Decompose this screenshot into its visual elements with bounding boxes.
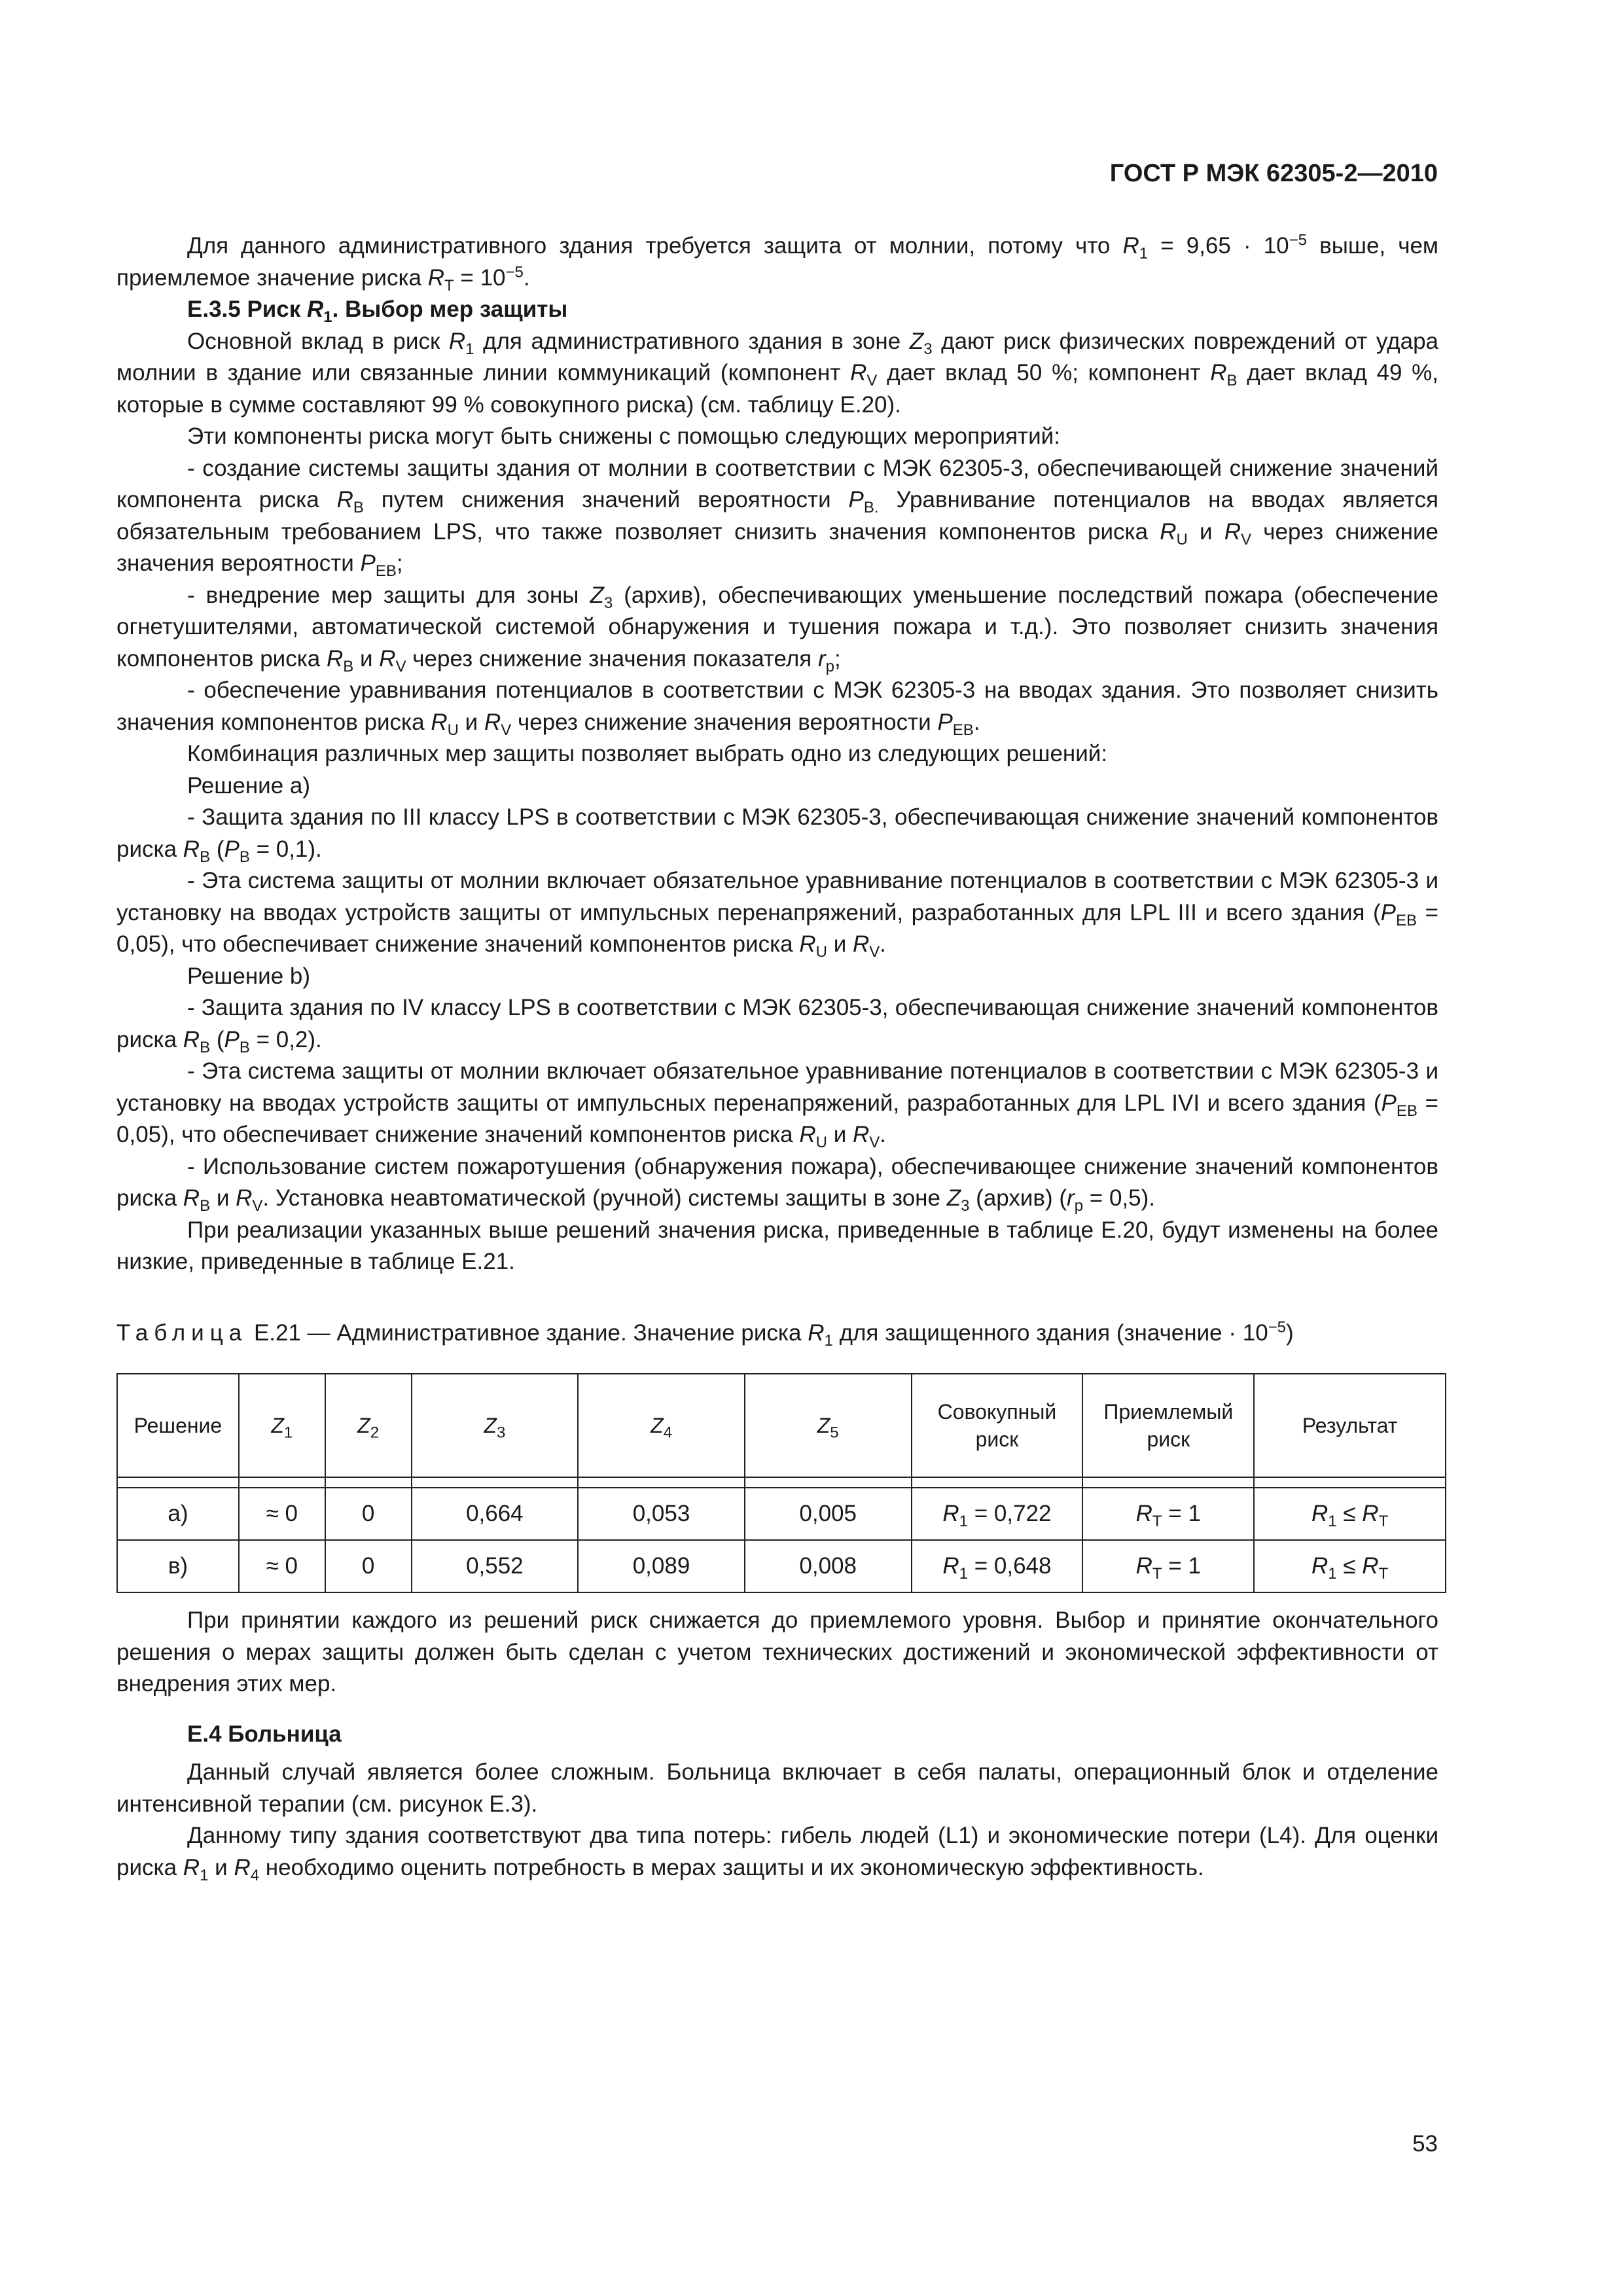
header-z5: $Z_5$ (745, 1374, 912, 1477)
solution-b-heading: Решение b) (187, 963, 311, 989)
paragraph: При реализации указанных выше решений значения риска, приведенные в таблице E.20, будут изменены на более низкие, приведенные в таблице E.21. (116, 1217, 1438, 1274)
section-e35-title: E.3.5 Риск $R_1$. Выбор мер защиты (187, 296, 568, 326)
header-z3: $Z_3$ (412, 1374, 579, 1477)
document-id-header: ГОСТ Р МЭК 62305-2—2010 (1109, 160, 1438, 187)
cell-z3: 0,552 (412, 1540, 579, 1592)
header-z4: $Z_4$ (578, 1374, 745, 1477)
cell-result: $R_1 \le R_T$ (1254, 1488, 1446, 1540)
paragraph: Основной вклад в риск $R_1$ для административного здания в зоне $Z_3$ дают риск физических повреждений от удара молнии в здание или связанные линии коммуникаций (компонент $R_V$ дает вклад 50 %; компонент $R_B$ дает вклад 49 %, которые в сумме составляют 99 % совокупного риска) (см. таблицу E.20). (116, 328, 1439, 418)
cell-z2: 0 (325, 1488, 412, 1540)
risk-table (116, 1373, 1446, 1593)
paragraph: Данному типу здания соответствуют два типа потерь: гибель людей (L1) и экономические потери (L4). Для оценки риска $R_1$ и $R_4$ необходимо оценить потребность в мерах защиты и их экономическую эффективность. (116, 1823, 1438, 1884)
paragraph: При принятии каждого из решений риск снижается до приемлемого уровня. Выбор и принятие окончательного решения о мерах защиты должен быть сделан с учетом технических достижений и экономической эффективности от внедрения этих мер. (116, 1607, 1438, 1696)
header-z2: $Z_2$ (325, 1374, 412, 1477)
cell-z5: 0,005 (745, 1488, 912, 1540)
cell-z4: 0,053 (578, 1488, 745, 1540)
list-item: - Эта система защиты от молнии включает обязательное уравнивание потенциалов в соответствии с МЭК 62305-3 и установку на вводах устройств защиты от импульсных перенапряжений, разработанных для LPL III и всего здания $(P_{EB} = 0,05)$, что обеспечивает снижение значений компонентов риска $R_U$ и $R_V$. (116, 868, 1438, 961)
paragraph: Данный случай является более сложным. Больница включает в себя палаты, операционный блок и отделение интенсивной терапии (см. рисунок E.3). (116, 1759, 1438, 1817)
header-total-risk: Совокупный риск (912, 1374, 1083, 1477)
header-solution: Решение (117, 1374, 239, 1477)
header-result: Результат (1254, 1374, 1446, 1477)
cell-total-risk: $R_1 = 0,648$ (912, 1540, 1083, 1592)
post-table-text (116, 1605, 1438, 1884)
table-caption: Таблица E.21 — Административное здание. Значение риска $R_1$ для защищенного здания (значение · $10^{-5}$) (116, 1318, 1294, 1350)
list-item: - Эта система защиты от молнии включает обязательное уравнивание потенциалов в соответствии с МЭК 62305-3 и установку на вводах устройств защиты от импульсных перенапряжений, разработанных для LPL IVI и всего здания $(P_{EB} = 0,05)$, что обеспечивает снижение значений компонентов риска $R_U$ и $R_V$. (116, 1058, 1438, 1151)
cell-acceptable-risk: $R_T = 1$ (1082, 1488, 1254, 1540)
list-item: - Защита здания по III классу LPS в соответствии с МЭК 62305-3, обеспечивающая снижение значений компонентов риска $R_B$ $(P_B = 0,1)$. (116, 804, 1438, 866)
cell-result: $R_1 \le R_T$ (1254, 1540, 1446, 1592)
list-item: - Защита здания по IV классу LPS в соответствии с МЭК 62305-3, обеспечивающая снижение значений компонентов риска $R_B$ $(P_B = 0,2)$. (116, 995, 1438, 1056)
cell-z1: ≈ 0 (239, 1540, 325, 1592)
table-spacer-row (117, 1477, 1446, 1488)
cell-z4: 0,089 (578, 1540, 745, 1592)
cell-solution: а) (117, 1488, 239, 1540)
cell-z2: 0 (325, 1540, 412, 1592)
list-item: - обеспечение уравнивания потенциалов в соответствии с МЭК 62305-3 на вводах здания. Это позволяет снизить значения компонентов риска $R_U$ и $R_V$ через снижение значения вероятности $P_{EB}$. (116, 677, 1438, 739)
main-text (116, 230, 1438, 1278)
table-header-row (117, 1374, 1446, 1477)
cell-solution: в) (117, 1540, 239, 1592)
table-row (117, 1540, 1446, 1592)
cell-total-risk: $R_1 = 0,722$ (912, 1488, 1083, 1540)
header-z1: $Z_1$ (239, 1374, 325, 1477)
paragraph: Эти компоненты риска могут быть снижены с помощью следующих мероприятий: (187, 423, 1060, 449)
intro-paragraph: Для данного административного здания требуется защита от молнии, потому что $R_1 = 9,65 \cdot 10^{-5}$ выше, чем приемлемое значение риска $R_T = 10^{-5}$. (116, 231, 1438, 295)
cell-acceptable-risk: $R_T = 1$ (1082, 1540, 1254, 1592)
solution-a-heading: Решение а) (187, 772, 311, 798)
cell-z3: 0,664 (412, 1488, 579, 1540)
section-e4-title: E.4 Больница (187, 1721, 342, 1747)
cell-z5: 0,008 (745, 1540, 912, 1592)
paragraph: Комбинация различных мер защиты позволяет выбрать одно из следующих решений: (187, 741, 1108, 766)
list-item: - создание системы защиты здания от молнии в соответствии с МЭК 62305-3, обеспечивающей снижение значений компонента риска $R_B$ путем снижения значений вероятности $P_{B.}$ Уравнивание потенциалов на вводах является обязательным требованием LPS, что также позволяет снизить значения компонентов риска $R_U$ и $R_V$ через снижение значения вероятности $P_{EB}$; (116, 455, 1438, 580)
header-acceptable-risk: Приемлемый риск (1082, 1374, 1254, 1477)
list-item: - внедрение мер защиты для зоны $Z_3$ (архив), обеспечивающих уменьшение последствий пожара (обеспечение огнетушителями, автоматической системой обнаружения и тушения пожара и т.д.). Это позволяет снизить значения компонентов риска $R_B$ и $R_V$ через снижение значения показателя $r_p$; (116, 582, 1438, 675)
cell-z1: ≈ 0 (239, 1488, 325, 1540)
table-row (117, 1488, 1446, 1540)
page-number: 53 (1412, 2131, 1438, 2157)
list-item: - Использование систем пожаротушения (обнаружения пожара), обеспечивающее снижение значений компонентов риска $R_B$ и $R_V$. Установка неавтоматической (ручной) системы защиты в зоне $Z_3$ (архив) $(r_p = 0,5)$. (116, 1153, 1438, 1215)
